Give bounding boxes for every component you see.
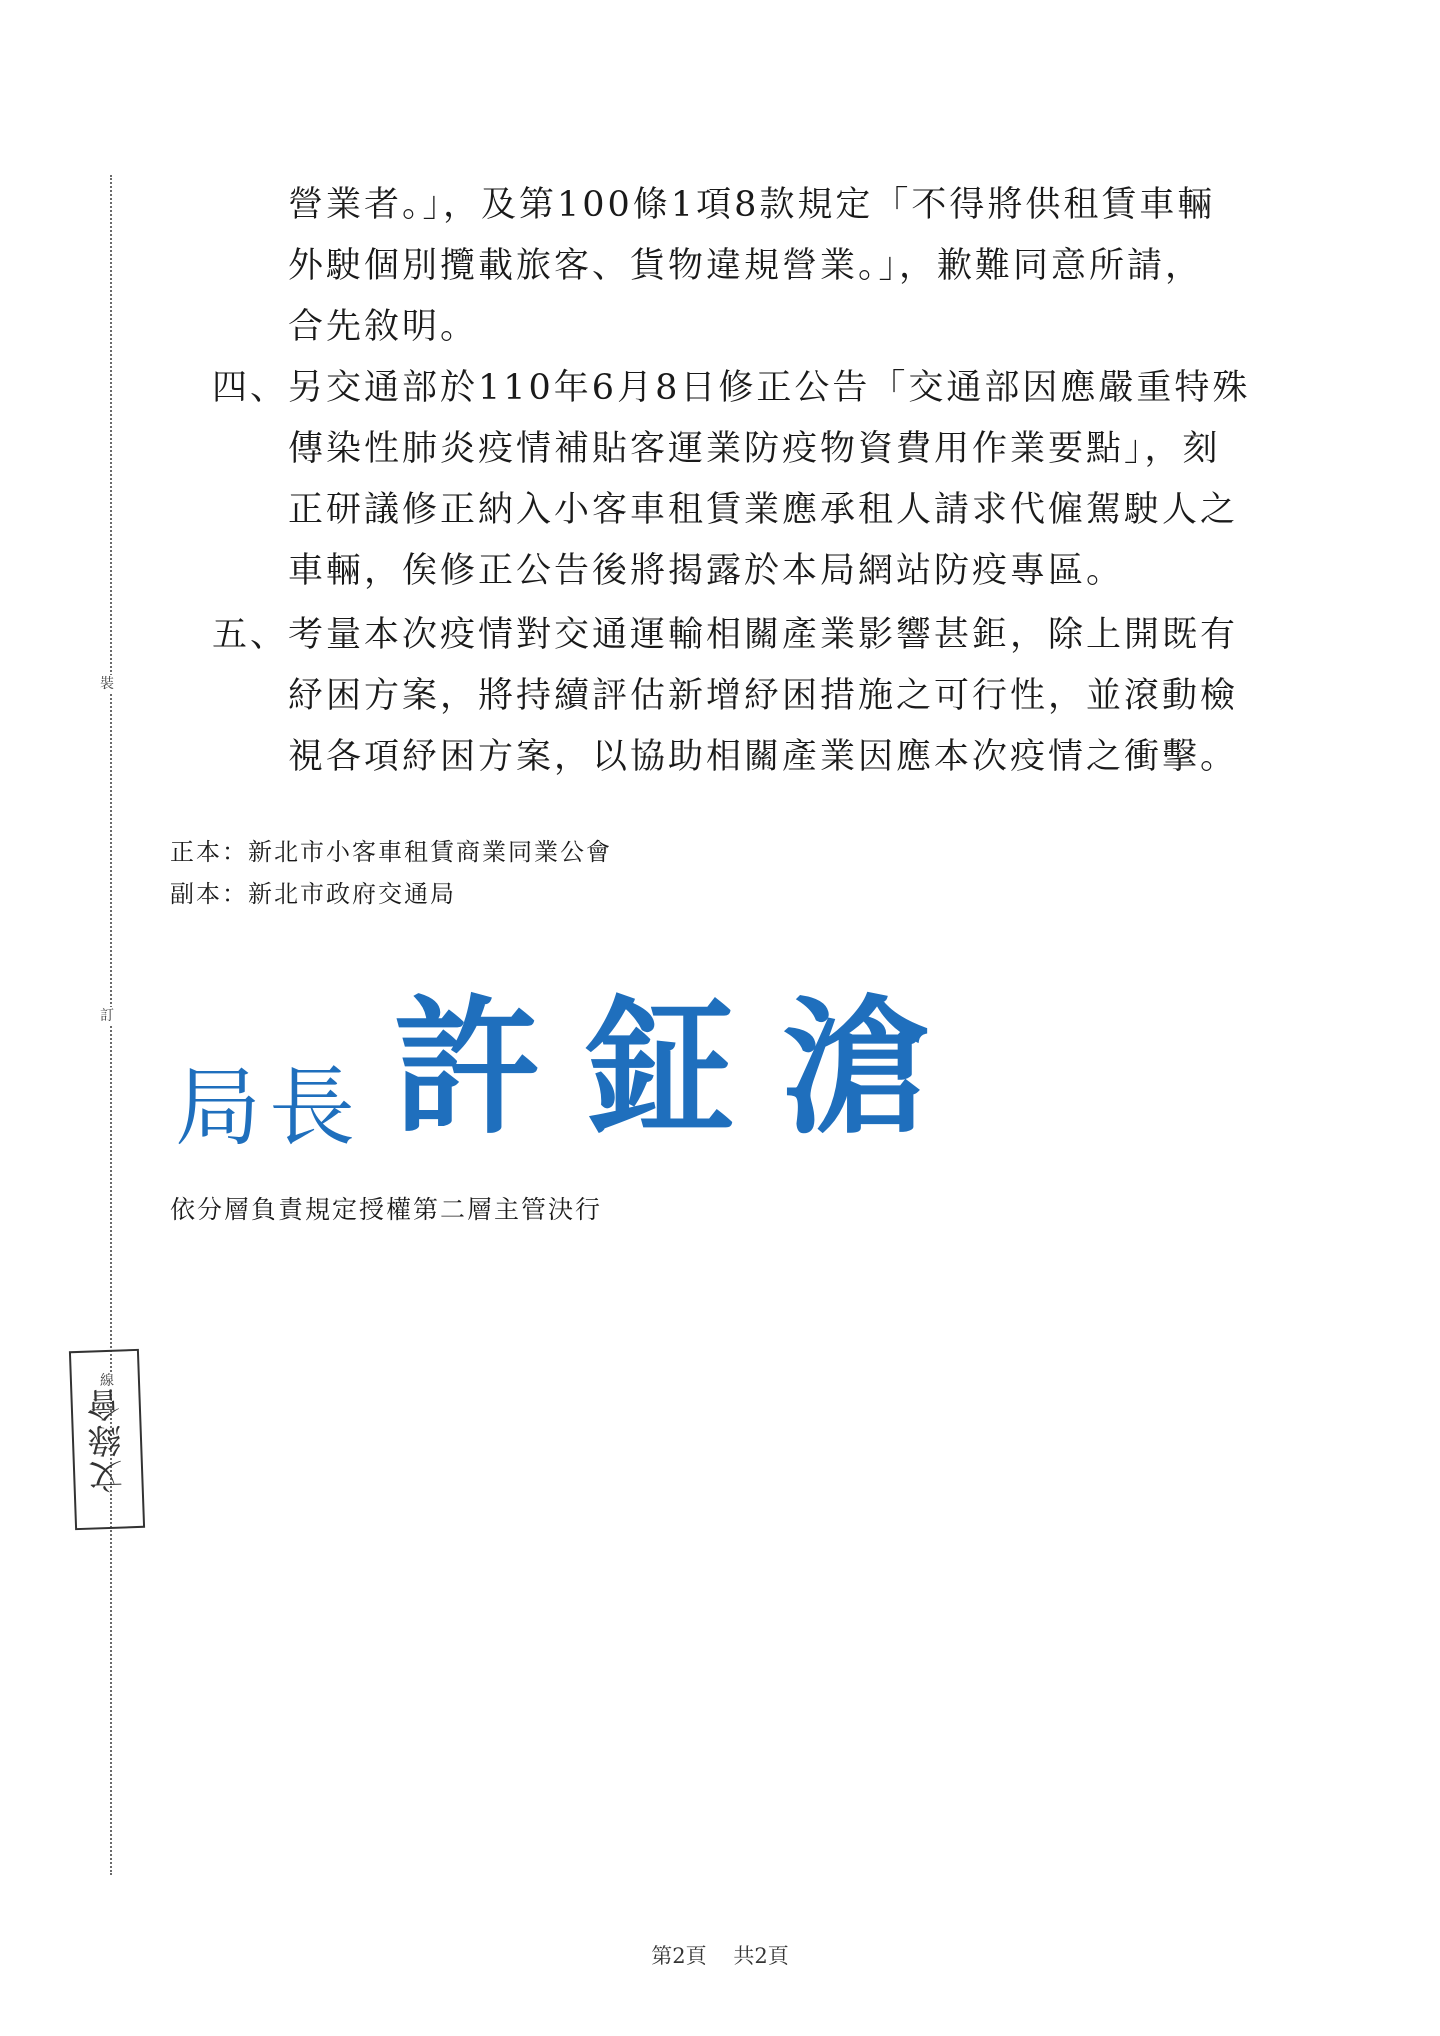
page-total: 共2頁: [733, 1944, 789, 1968]
item-number: 四、: [212, 368, 289, 408]
paragraph-line: 外駛個別攬載旅客、貨物違規營業。」，歉難同意所請，: [288, 246, 1204, 286]
binding-margin-line: [110, 175, 112, 1875]
paragraph-item-4: [212, 358, 1250, 602]
paragraph-line: 車輛，俟修正公告後將揭露於本局網站防疫專區。: [288, 551, 1125, 591]
page-number: 第2頁: [651, 1944, 707, 1968]
archive-stamp: [69, 1349, 145, 1530]
paragraph-item-5: [212, 605, 1238, 788]
archive-stamp-text: 文綠會: [85, 1384, 130, 1495]
authority-note: 依分層負責規定授權第二層主管決行: [170, 1195, 603, 1224]
item-number: 五、: [212, 615, 289, 655]
paragraph-line: 合先敘明。: [288, 307, 479, 347]
recipient-original: 正本：新北市小客車租賃商業同業公會: [170, 838, 612, 866]
signature-name: 許鉦滄: [393, 980, 975, 1154]
paragraph-line: 營業者。」，及第100條1項8款規定「不得將供租賃車輛: [288, 185, 1216, 225]
binding-mark-zhuang: 裝: [100, 676, 114, 692]
paragraph-line: 傳染性肺炎疫情補貼客運業防疫物資費用作業要點」，刻: [288, 429, 1221, 469]
paragraph-3-continuation: [212, 175, 1215, 358]
binding-mark-ding: 訂: [100, 1008, 114, 1024]
page-footer: [0, 1940, 1440, 1970]
recipient-copy: 副本：新北市政府交通局: [170, 880, 456, 908]
paragraph-line: 考量本次疫情對交通運輸相關產業影響甚鉅，除上開既有: [288, 615, 1239, 655]
director-signature: [175, 950, 975, 1162]
binding-mark-xian: 線: [100, 1373, 114, 1389]
signature-title: 局長: [175, 1058, 363, 1158]
paragraph-line: 紓困方案，將持續評估新增紓困措施之可行性，並滾動檢: [288, 676, 1239, 716]
paragraph-line: 正研議修正納入小客車租賃業應承租人請求代僱駕駛人之: [288, 490, 1239, 530]
paragraph-line: 另交通部於110年6月8日修正公告「交通部因應嚴重特殊: [288, 368, 1251, 408]
paragraph-line: 視各項紓困方案，以協助相關產業因應本次疫情之衝擊。: [288, 737, 1239, 777]
